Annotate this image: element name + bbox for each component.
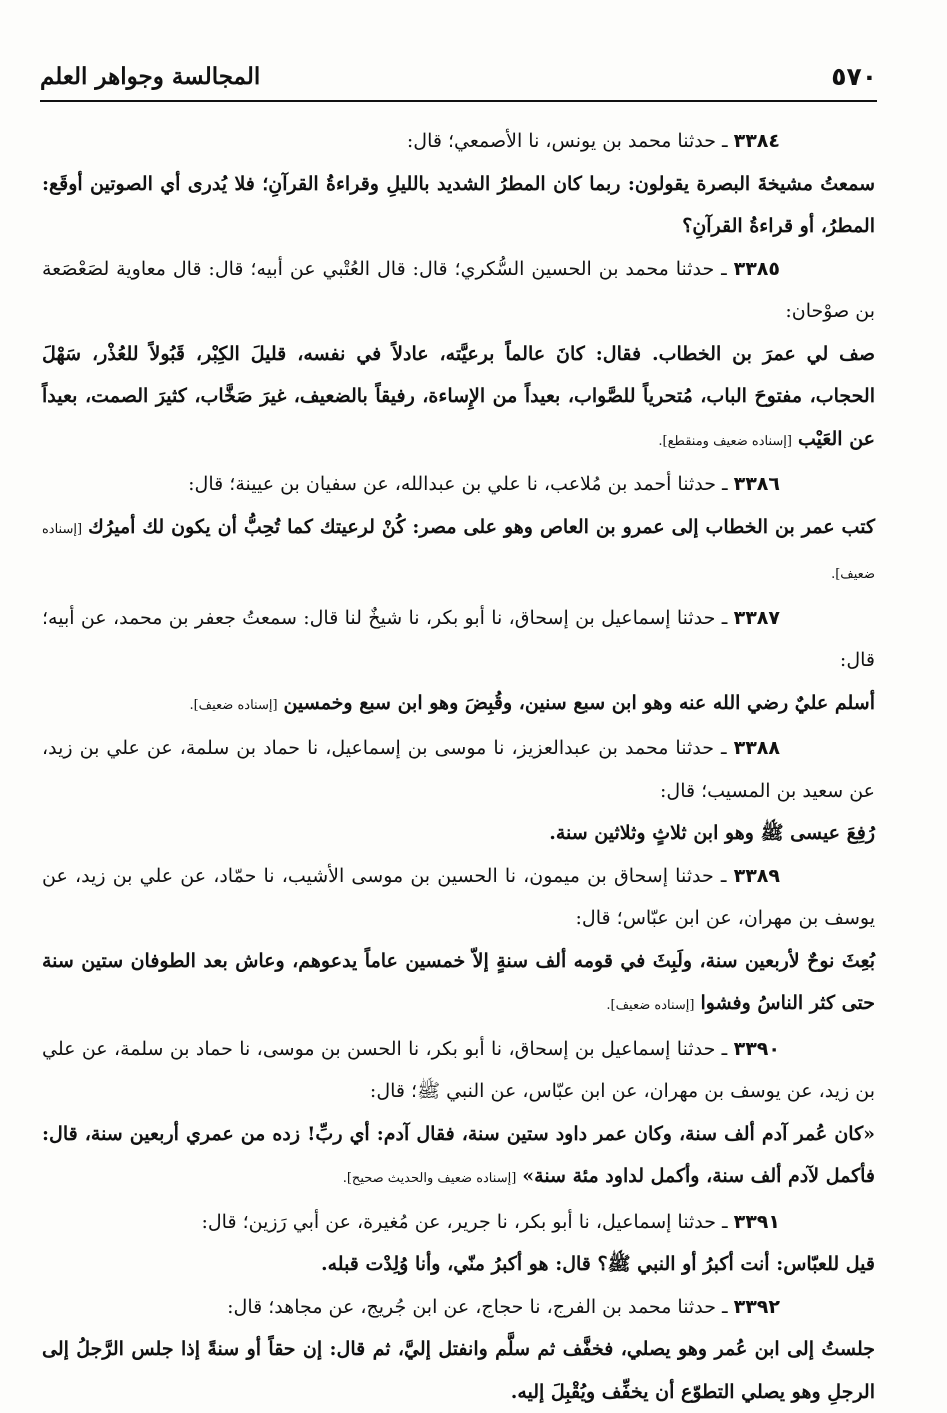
entry-isnad [42, 1201, 875, 1244]
isnad-text: ـ حدثنا إسماعيل، نا أبو بكر، نا جرير، عن مُغيرة، عن أبي رَزين؛ قال: [201, 1210, 728, 1233]
entry-number: ٣٣٩١ [733, 1210, 780, 1233]
isnad-grading: [إسناده ضعيف]. [606, 998, 695, 1013]
isnad-grading: [إسناده ضعيف]. [42, 521, 875, 582]
entry-matn [42, 163, 875, 248]
page-header [40, 52, 877, 102]
matn-text: رُفِعَ عيسى ﷺ وهو ابن ثلاثٍ وثلاثين سنة. [549, 822, 875, 844]
entry-matn [42, 1328, 875, 1413]
isnad-text: ـ حدثنا إسماعيل بن إسحاق، نا أبو بكر، نا الحسن بن موسى، نا حماد بن سلمة، عن علي بن زيد، عن يوسف بن مهران، عن ابن عبّاس، عن النبي ﷺ؛ قال: [42, 1037, 875, 1102]
entry-matn [42, 940, 875, 1028]
matn-text: أسلم عليٌ رضي الله عنه وهو ابن سبع سنين، وقُبِضَ وهو ابن سبع وخمسين [283, 691, 875, 714]
entry-number: ٣٣٨٨ [733, 737, 780, 759]
entry-number: ٣٣٨٥ [733, 257, 780, 280]
matn-text: جلستُ إلى ابن عُمر وهو يصلي، فخفَّف ثم سلَّم وانفتل إليَّ، ثم قال: إن حقاً أو سنةً إذا جلس الرَّجلُ إلى الرجلِ وهو يصلي التطوّع أن يخفِّف ويُقْبِلَ إليه. [42, 1338, 875, 1403]
isnad-grading: [إسناده ضعيف ومنقطع]. [658, 433, 792, 449]
isnad-text: ـ حدثنا إسماعيل بن إسحاق، نا أبو بكر، نا شيخٌ لنا قال: سمعتُ جعفر بن محمد، عن أبيه؛ قال: [42, 606, 875, 671]
entry-matn [42, 333, 875, 464]
entry-matn [42, 1243, 875, 1286]
entry-isnad [42, 855, 875, 940]
entry-number: ٣٣٨٧ [733, 606, 780, 629]
matn-text: كتب عمر بن الخطاب إلى عمرو بن العاص وهو على مصر: كُنْ لرعيتك كما تُحِبُّ أن يكون لك أميرُك [88, 515, 875, 538]
matn-text: «كان عُمر آدم ألف سنة، وكان عمر داود ستين سنة، فقال آدم: أي ربِّ! زده من عمري أربعين سنة، قال: فأكمل لآدم ألف سنة، وأكمل لداود مئة سنة» [42, 1122, 875, 1187]
entry-matn [42, 682, 875, 728]
book-title: المجالسة وجواهر العلم [40, 62, 261, 90]
entry-isnad [42, 597, 875, 682]
entry-matn [42, 812, 875, 855]
entry-number: ٣٣٩٢ [733, 1295, 780, 1318]
isnad-text: ـ حدثنا إسحاق بن ميمون، نا الحسين بن موسى الأشيب، نا حمّاد، عن علي بن زيد، عن يوسف بن مهران، عن ابن عبّاس؛ قال: [42, 864, 875, 929]
entry-isnad [42, 1286, 875, 1329]
matn-text: قيل للعبّاس: أنت أكبرُ أو النبي ﷺ؟ قال: هو أكبرُ منّي، وأنا وُلِدْت قبله. [320, 1253, 875, 1275]
matn-text: صف لي عمرَ بن الخطاب. فقال: كانَ عالماً برعيَّته، عادلاً في نفسه، قليلَ الكِبْر، قَبُولاً للعُذْر، سَهْلَ الحجاب، مفتوحَ الباب، مُتحرياً للصَّواب، بعيداً من الإِساءة، رفيقاً بالضعيف، غيرَ صَخَّاب، كثيرَ الصمت، بعيداً عن العَيْب [42, 342, 875, 450]
isnad-text: ـ حدثنا أحمد بن مُلاعب، نا علي بن عبدالله، عن سفيان بن عيينة؛ قال: [188, 473, 728, 495]
entry-number: ٣٣٨٩ [733, 864, 780, 887]
page-number: ٥٧٠ [831, 61, 877, 91]
matn-text: بُعِثَ نوحٌ لأربعين سنة، ولَبِثَ في قومه ألف سنةٍ إلاّ خمسين عاماً يدعوهم، وعاش بعد الطوفان ستين سنة حتى كثر الناسُ وفشوا [42, 949, 875, 1014]
entry-number: ٣٣٩٠ [733, 1037, 780, 1060]
entry-isnad [42, 120, 875, 163]
entry-number: ٣٣٨٤ [733, 130, 780, 152]
entry-isnad [42, 248, 875, 333]
isnad-text: ـ حدثنا محمد بن الفرج، نا حجاج، عن ابن جُريج، عن مجاهد؛ قال: [227, 1295, 728, 1318]
entry-isnad [42, 1028, 875, 1113]
entry-matn [42, 506, 875, 597]
isnad-text: ـ حدثنا محمد بن عبدالعزيز، نا موسى بن إسماعيل، نا حماد بن سلمة، عن علي بن زيد، عن سعيد بن المسيب؛ قال: [42, 737, 875, 802]
entry-number: ٣٣٨٦ [733, 473, 780, 495]
isnad-grading: [إسناده ضعيف]. [189, 697, 278, 713]
isnad-grading: [إسناده ضعيف والحديث صحيح]. [342, 1171, 517, 1186]
isnad-text: ـ حدثنا محمد بن الحسين السُّكري؛ قال: قال العُتْبي عن أبيه؛ قال: قال معاوية لصَعْصَعة بن صوْحان: [42, 257, 875, 322]
entry-isnad [42, 463, 875, 506]
entry-matn [42, 1113, 875, 1201]
page-body [42, 120, 875, 1413]
isnad-text: ـ حدثنا محمد بن يونس، نا الأصمعي؛ قال: [406, 130, 728, 152]
entry-isnad [42, 727, 875, 812]
matn-text: سمعتُ مشيخةَ البصرة يقولون: ربما كان المطرُ الشديد بالليلِ وقراءةُ القرآنِ؛ فلا يُدرى أي الصوتين أوقَع: المطرُ، أو قراءةُ القرآنِ؟ [42, 172, 875, 237]
